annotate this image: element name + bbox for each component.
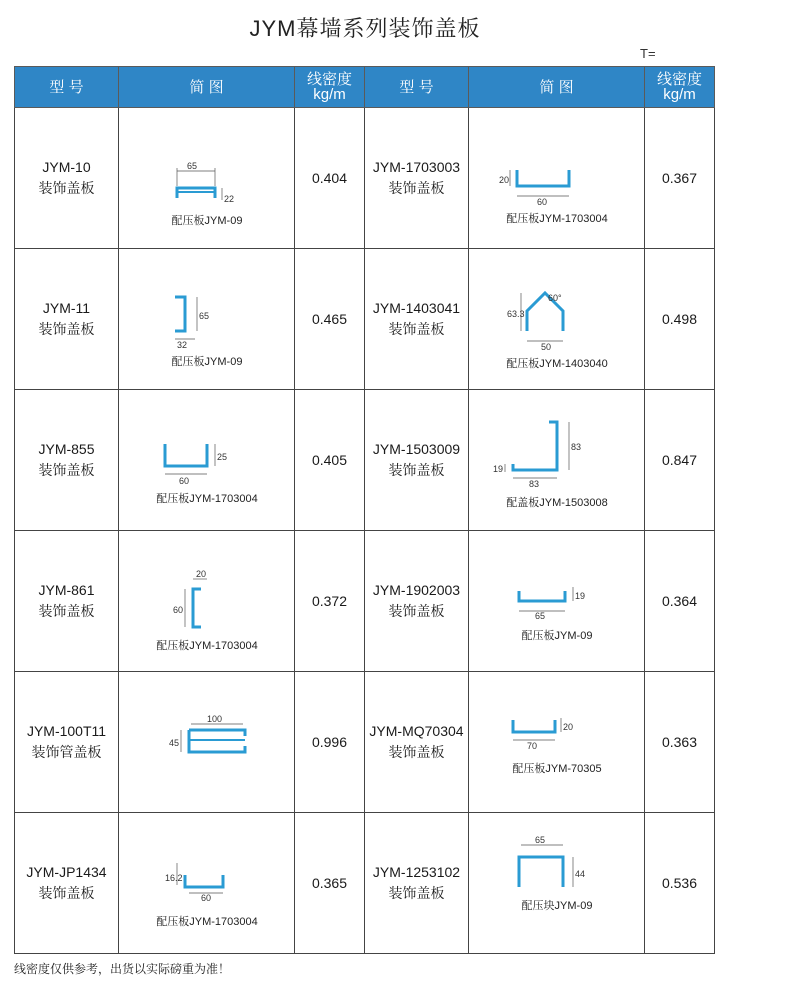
model-code: JYM-855 bbox=[38, 441, 95, 457]
model-name: 装饰管盖板 bbox=[31, 744, 102, 760]
dim-label: 60 bbox=[201, 893, 212, 903]
model-code: JYM-1253102 bbox=[372, 864, 461, 880]
dim-label: 32 bbox=[177, 340, 188, 350]
dim-label: 63.3 bbox=[507, 309, 525, 319]
density-value: 0.367 bbox=[645, 108, 715, 249]
figure-cell bbox=[469, 813, 645, 954]
table-row bbox=[15, 813, 715, 954]
model-code: JYM-861 bbox=[38, 582, 95, 598]
profile-drawing bbox=[469, 531, 645, 671]
figure-caption: 配压板JYM-70305 bbox=[512, 763, 602, 775]
header-model: 型 号 bbox=[15, 67, 119, 108]
model-code: JYM-100T11 bbox=[26, 723, 107, 739]
model-name: 装饰盖板 bbox=[38, 180, 95, 196]
dim-label: 25 bbox=[217, 452, 228, 462]
figure-cell bbox=[119, 249, 295, 390]
dim-label: 65 bbox=[535, 835, 546, 845]
model-cell bbox=[15, 249, 119, 390]
model-cell bbox=[15, 672, 119, 813]
table-row bbox=[15, 531, 715, 672]
model-code: JYM-1703003 bbox=[372, 159, 461, 175]
density-value: 0.996 bbox=[295, 672, 365, 813]
figure-cell bbox=[119, 108, 295, 249]
header-figure: 简 图 bbox=[119, 67, 295, 108]
dim-label: 60° bbox=[548, 293, 562, 303]
density-value: 0.363 bbox=[645, 672, 715, 813]
profile-drawing bbox=[119, 390, 295, 530]
model-name: 装饰盖板 bbox=[388, 180, 445, 196]
dim-label: 20 bbox=[563, 722, 574, 732]
model-name: 装饰盖板 bbox=[38, 603, 95, 619]
figure-cell bbox=[469, 531, 645, 672]
model-name: 装饰盖板 bbox=[38, 321, 95, 337]
model-name: 装饰盖板 bbox=[38, 462, 95, 478]
dim-label: 100 bbox=[207, 714, 223, 724]
header-row bbox=[15, 67, 715, 108]
dim-label: 65 bbox=[535, 611, 546, 621]
figure-caption: 配压板JYM-1703004 bbox=[506, 213, 608, 225]
figure-cell bbox=[469, 672, 645, 813]
density-value: 0.536 bbox=[645, 813, 715, 954]
spec-table bbox=[14, 66, 715, 954]
profile-drawing bbox=[469, 108, 645, 248]
profile-drawing bbox=[469, 672, 645, 812]
profile-drawing bbox=[119, 672, 295, 812]
page-title: JYM幕墙系列装饰盖板 bbox=[249, 16, 481, 41]
figure-caption: 配压板JYM-1703004 bbox=[156, 916, 258, 928]
figure-caption: 配压板JYM-09 bbox=[171, 356, 243, 368]
model-code: JYM-MQ70304 bbox=[369, 723, 464, 739]
density-value: 0.498 bbox=[645, 249, 715, 390]
model-code: JYM-10 bbox=[42, 159, 91, 175]
dim-label: 45 bbox=[169, 738, 180, 748]
model-cell bbox=[15, 813, 119, 954]
t-mark: T= bbox=[640, 46, 656, 61]
figure-cell bbox=[119, 531, 295, 672]
density-value: 0.404 bbox=[295, 108, 365, 249]
dim-label: 65 bbox=[187, 161, 198, 171]
model-code: JYM-JP1434 bbox=[26, 864, 107, 880]
figure-caption: 配压板JYM-1703004 bbox=[156, 640, 258, 652]
figure-cell bbox=[469, 249, 645, 390]
model-cell bbox=[365, 108, 469, 249]
density-value: 0.365 bbox=[295, 813, 365, 954]
header-density-line2: kg/m bbox=[663, 86, 696, 103]
model-code: JYM-11 bbox=[42, 300, 91, 316]
model-code: JYM-1902003 bbox=[372, 582, 461, 598]
table-row bbox=[15, 108, 715, 249]
density-value: 0.364 bbox=[645, 531, 715, 672]
model-cell bbox=[15, 531, 119, 672]
model-name: 装饰盖板 bbox=[388, 321, 445, 337]
figure-cell bbox=[119, 672, 295, 813]
model-cell bbox=[365, 249, 469, 390]
figure-caption: 配压块JYM-09 bbox=[521, 900, 593, 912]
model-cell bbox=[365, 813, 469, 954]
dim-label: 19 bbox=[575, 591, 586, 601]
dim-label: 50 bbox=[541, 342, 552, 352]
profile-drawing bbox=[469, 813, 645, 953]
footnote: 线密度仅供参考，出货以实际磅重为准！ bbox=[14, 962, 231, 976]
figure-cell bbox=[119, 813, 295, 954]
model-code: JYM-1403041 bbox=[372, 300, 461, 316]
profile-drawing bbox=[119, 813, 295, 953]
dim-label: 22 bbox=[224, 194, 235, 204]
table-row bbox=[15, 390, 715, 531]
figure-caption: 配压板JYM-09 bbox=[171, 215, 243, 227]
model-code: JYM-1503009 bbox=[372, 441, 461, 457]
dim-label: 20 bbox=[196, 569, 207, 579]
model-name: 装饰盖板 bbox=[388, 885, 445, 901]
dim-label: 83 bbox=[571, 442, 582, 452]
dim-label: 70 bbox=[527, 741, 538, 751]
dim-label: 44 bbox=[575, 869, 586, 879]
model-cell bbox=[365, 531, 469, 672]
dim-label: 60 bbox=[173, 605, 184, 615]
header-density-line1: 线密度 bbox=[656, 71, 702, 88]
header-density-line1: 线密度 bbox=[306, 71, 352, 88]
header-density bbox=[295, 67, 365, 108]
figure-caption: 配压板JYM-1403040 bbox=[506, 358, 608, 370]
dim-label: 60 bbox=[537, 197, 548, 207]
model-cell bbox=[15, 108, 119, 249]
dim-label: 60 bbox=[179, 476, 190, 486]
dim-label: 83 bbox=[529, 479, 540, 489]
density-value: 0.465 bbox=[295, 249, 365, 390]
dim-label: 16.2 bbox=[165, 873, 183, 883]
density-value: 0.847 bbox=[645, 390, 715, 531]
figure-caption: 配压板JYM-09 bbox=[521, 630, 593, 642]
header-density bbox=[645, 67, 715, 108]
table-row bbox=[15, 249, 715, 390]
figure-caption: 配盖板JYM-1503008 bbox=[506, 497, 608, 509]
table-row bbox=[15, 672, 715, 813]
figure-cell bbox=[469, 390, 645, 531]
model-cell bbox=[365, 390, 469, 531]
model-name: 装饰盖板 bbox=[38, 885, 95, 901]
figure-cell bbox=[469, 108, 645, 249]
header-figure: 简 图 bbox=[469, 67, 645, 108]
dim-label: 19 bbox=[493, 464, 504, 474]
model-name: 装饰盖板 bbox=[388, 603, 445, 619]
header-model: 型 号 bbox=[365, 67, 469, 108]
figure-caption: 配压板JYM-1703004 bbox=[156, 493, 258, 505]
model-name: 装饰盖板 bbox=[388, 462, 445, 478]
dim-label: 65 bbox=[199, 311, 210, 321]
model-cell bbox=[15, 390, 119, 531]
header-density-line2: kg/m bbox=[313, 86, 346, 103]
figure-cell bbox=[119, 390, 295, 531]
dim-label: 20 bbox=[499, 175, 510, 185]
model-name: 装饰盖板 bbox=[388, 744, 445, 760]
density-value: 0.372 bbox=[295, 531, 365, 672]
model-cell bbox=[365, 672, 469, 813]
density-value: 0.405 bbox=[295, 390, 365, 531]
